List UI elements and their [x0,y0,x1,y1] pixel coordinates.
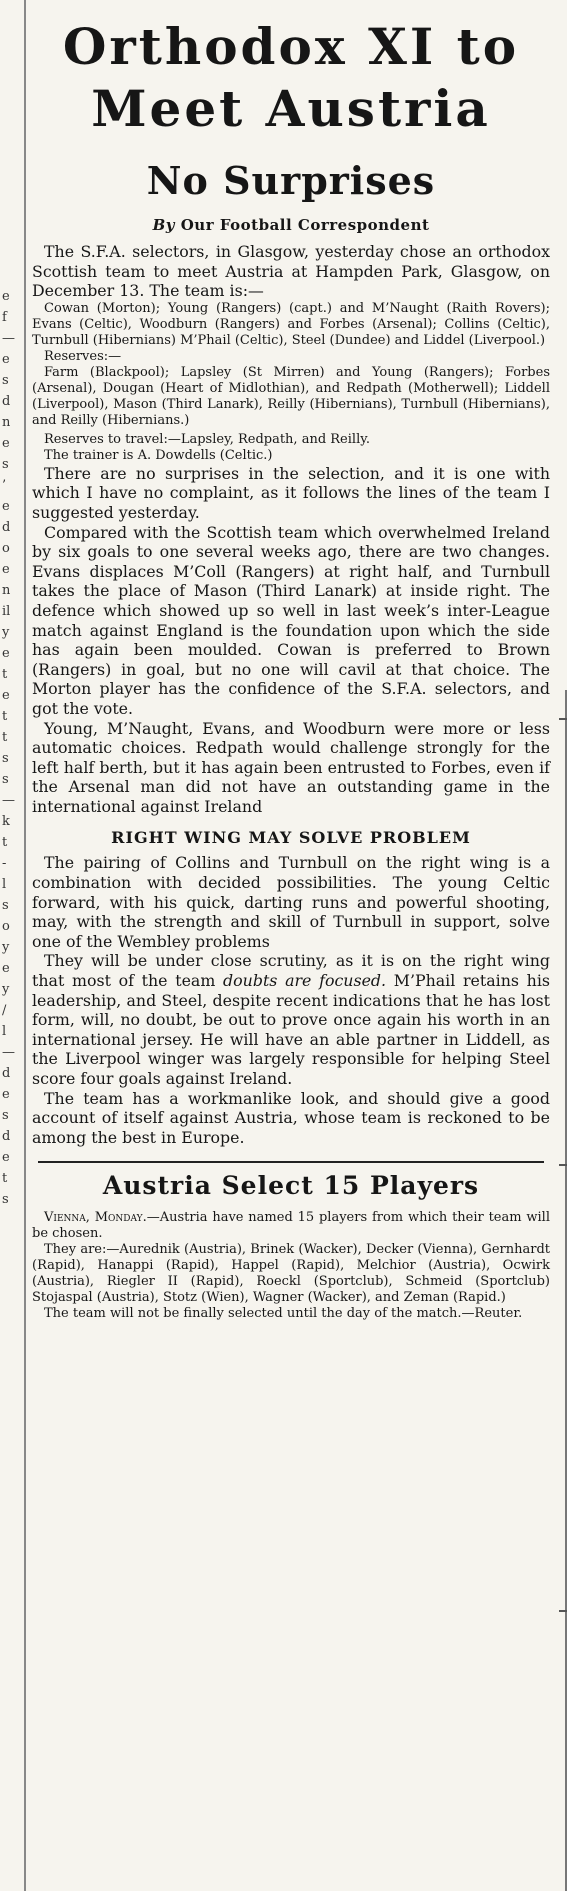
edge-fragment: t [2,709,8,724]
byline-author: Our Football Correspondent [180,216,430,234]
edge-fragment: — [2,331,15,346]
edge-fragment: l [2,877,7,892]
edge-fragment: ’ [2,478,7,493]
byline-by: By [152,216,175,234]
paragraph-3: Young, M’Naught, Evans, and Woodburn were more or less automatic choices. Redpath would challenge strongly for the left half berth, but it has again been entrusted to Forbes, even if the Arsenal man did not have an outstanding game in the international against Ireland [32,718,550,816]
section-divider [38,1161,544,1163]
edge-fragment: y [2,940,10,955]
edge-fragment: d [2,1129,11,1144]
team-list: Cowan (Morton); Young (Rangers) (capt.) and M’Naught (Raith Rovers); Evans (Celtic), Woodburn (Rangers) and Forbes (Arsenal); Collins (Celtic), Turnbull (Hibernians) M’Phail (Celtic), Steel (Dundee) and Liddel (Liverpool.) [32,300,550,348]
edge-fragment: y [2,982,10,997]
edge-fragment: e [2,562,10,577]
rule-tick [559,1164,567,1166]
travel-reserves: Reserves to travel:—Lapsley, Redpath, and Reilly. [44,431,370,447]
byline [32,216,550,234]
austria-dateline: Vienna, Monday. [44,1210,147,1226]
austria-paragraph-1-text: —Austria have named 15 players from which their team will be chosen. [32,1210,550,1242]
trainer-note: The trainer is A. Dowdells (Celtic.) [44,447,273,463]
edge-fragment: n [2,583,11,598]
austria-paragraph-3: The team will not be finally selected until the day of the match.—Reuter. [44,1306,523,1322]
reserves-label: Reserves:— [44,348,122,364]
edge-fragment: t [2,730,8,745]
edge-fragment: k [2,814,10,829]
edge-fragment: e [2,961,10,976]
edge-fragment: / [2,1003,7,1018]
austria-headline: Austria Select 15 Players [102,1171,480,1201]
paragraph-5-italic: doubts are focused. [223,971,387,991]
edge-fragment: t [2,835,8,850]
edge-fragment: e [2,1150,10,1165]
edge-fragment: l [2,1024,7,1039]
edge-fragment: s [2,457,9,472]
column-rule-left [24,0,26,1891]
edge-fragment: d [2,1066,11,1081]
edge-fragment: s [2,772,9,787]
edge-fragment: e [2,436,10,451]
article-column [32,0,550,1891]
edge-fragment: e [2,688,10,703]
edge-fragment: e [2,1087,10,1102]
edge-fragment: - [2,856,7,871]
edge-fragment: e [2,646,10,661]
edge-fragment: s [2,1192,9,1207]
rule-tick [559,718,567,720]
headline-line-1: Orthodox XI to [62,17,520,76]
edge-fragment: — [2,1045,15,1060]
section-subhead: RIGHT WING MAY SOLVE PROBLEM [111,828,471,848]
edge-fragment: y [2,625,10,640]
subheadline: No Surprises [146,158,436,203]
rule-tick [559,1610,567,1612]
edge-fragment: e [2,352,10,367]
paragraph-6: The team has a workmanlike look, and should give a good account of itself against Austria, whose team is reckoned to be among the best in Europe. [32,1088,550,1147]
paragraph-2: Compared with the Scottish team which overwhelmed Ireland by six goals to one several weeks ago, there are two changes. Evans displaces M’Coll (Rangers) at right half, and Turnbull takes the place of Mason (Third Lanark) at inside right. The defence which showed up so well in last week’s inter-League match against England is the foundation upon which the side has again been moulded. Cowan is preferred to Brown (Rangers) in goal, but no one will cavil at that choice. The Morton player has the confidence of the S.F.A. selectors, and got the vote. [32,522,550,718]
left-column-edge [0,0,24,1891]
edge-fragment: o [2,541,10,556]
edge-fragment: e [2,499,10,514]
edge-fragment: s [2,751,9,766]
edge-fragment: il [2,604,11,619]
paragraph-4: The pairing of Collins and Turnbull on the right wing is a combination with decided possibilities. The young Celtic forward, with his quick, darting runs and powerful shooting, may, with the strength and skill of Turnbull in support, solve one of the Wembley problems [32,853,550,951]
paragraph-5-end: M’Phail retains his leadership, and Steel, despite recent indications that he has lost form, will, no doubt, be out to prove once again his worth in an international jersey. He will have an able partner in Liddell, as the Liverpool winger was largely responsible for helping Steel score four goals against Ireland. [32,971,550,1088]
edge-fragment: — [2,793,15,808]
edge-fragment: e [2,289,10,304]
edge-fragment: d [2,394,11,409]
edge-fragment: s [2,1108,9,1123]
edge-fragment: s [2,898,9,913]
paragraph-5 [32,951,550,1088]
edge-fragment: s [2,373,9,388]
reserves-list: Farm (Blackpool); Lapsley (St Mirren) and Young (Rangers); Forbes (Arsenal), Dougan (Heart of Midlothian), and Redpath (Motherwell); Liddell (Liverpool), Mason (Third Lanark), Reilly (Hibernians), Turnbull (Hibernians), and Reilly (Hibernians.) [32,364,550,428]
edge-fragment: f [2,310,7,325]
paragraph-1: There are no surprises in the selection, and it is one with which I have no complaint, as it follows the lines of the team I suggested yesterday. [32,463,550,522]
austria-paragraph-1 [32,1210,550,1242]
edge-fragment: n [2,415,11,430]
headline-line-2: Meet Austria [91,79,491,138]
edge-fragment: t [2,1171,8,1186]
edge-fragment: d [2,520,11,535]
edge-fragment: t [2,667,8,682]
edge-fragment: o [2,919,10,934]
intro-paragraph: The S.F.A. selectors, in Glasgow, yesterday chose an orthodox Scottish team to meet Austria at Hampden Park, Glasgow, on December 13. The team is:— [32,242,550,301]
paragraph-5-start: They will be under close scrutiny, as it is on the right wing that most of the team [32,951,550,991]
austria-paragraph-2: They are:—Aurednik (Austria), Brinek (Wacker), Decker (Vienna), Gernhardt (Rapid), Hanappi (Rapid), Happel (Rapid), Melchior (Austria), Ocwirk (Austria), Riegler II (Rapid), Roeckl (Sportclub), Schmeid (Sportclub) Stojaspal (Austria), Stotz (Wien), Wagner (Wacker), and Zeman (Rapid.) [32,1242,550,1306]
